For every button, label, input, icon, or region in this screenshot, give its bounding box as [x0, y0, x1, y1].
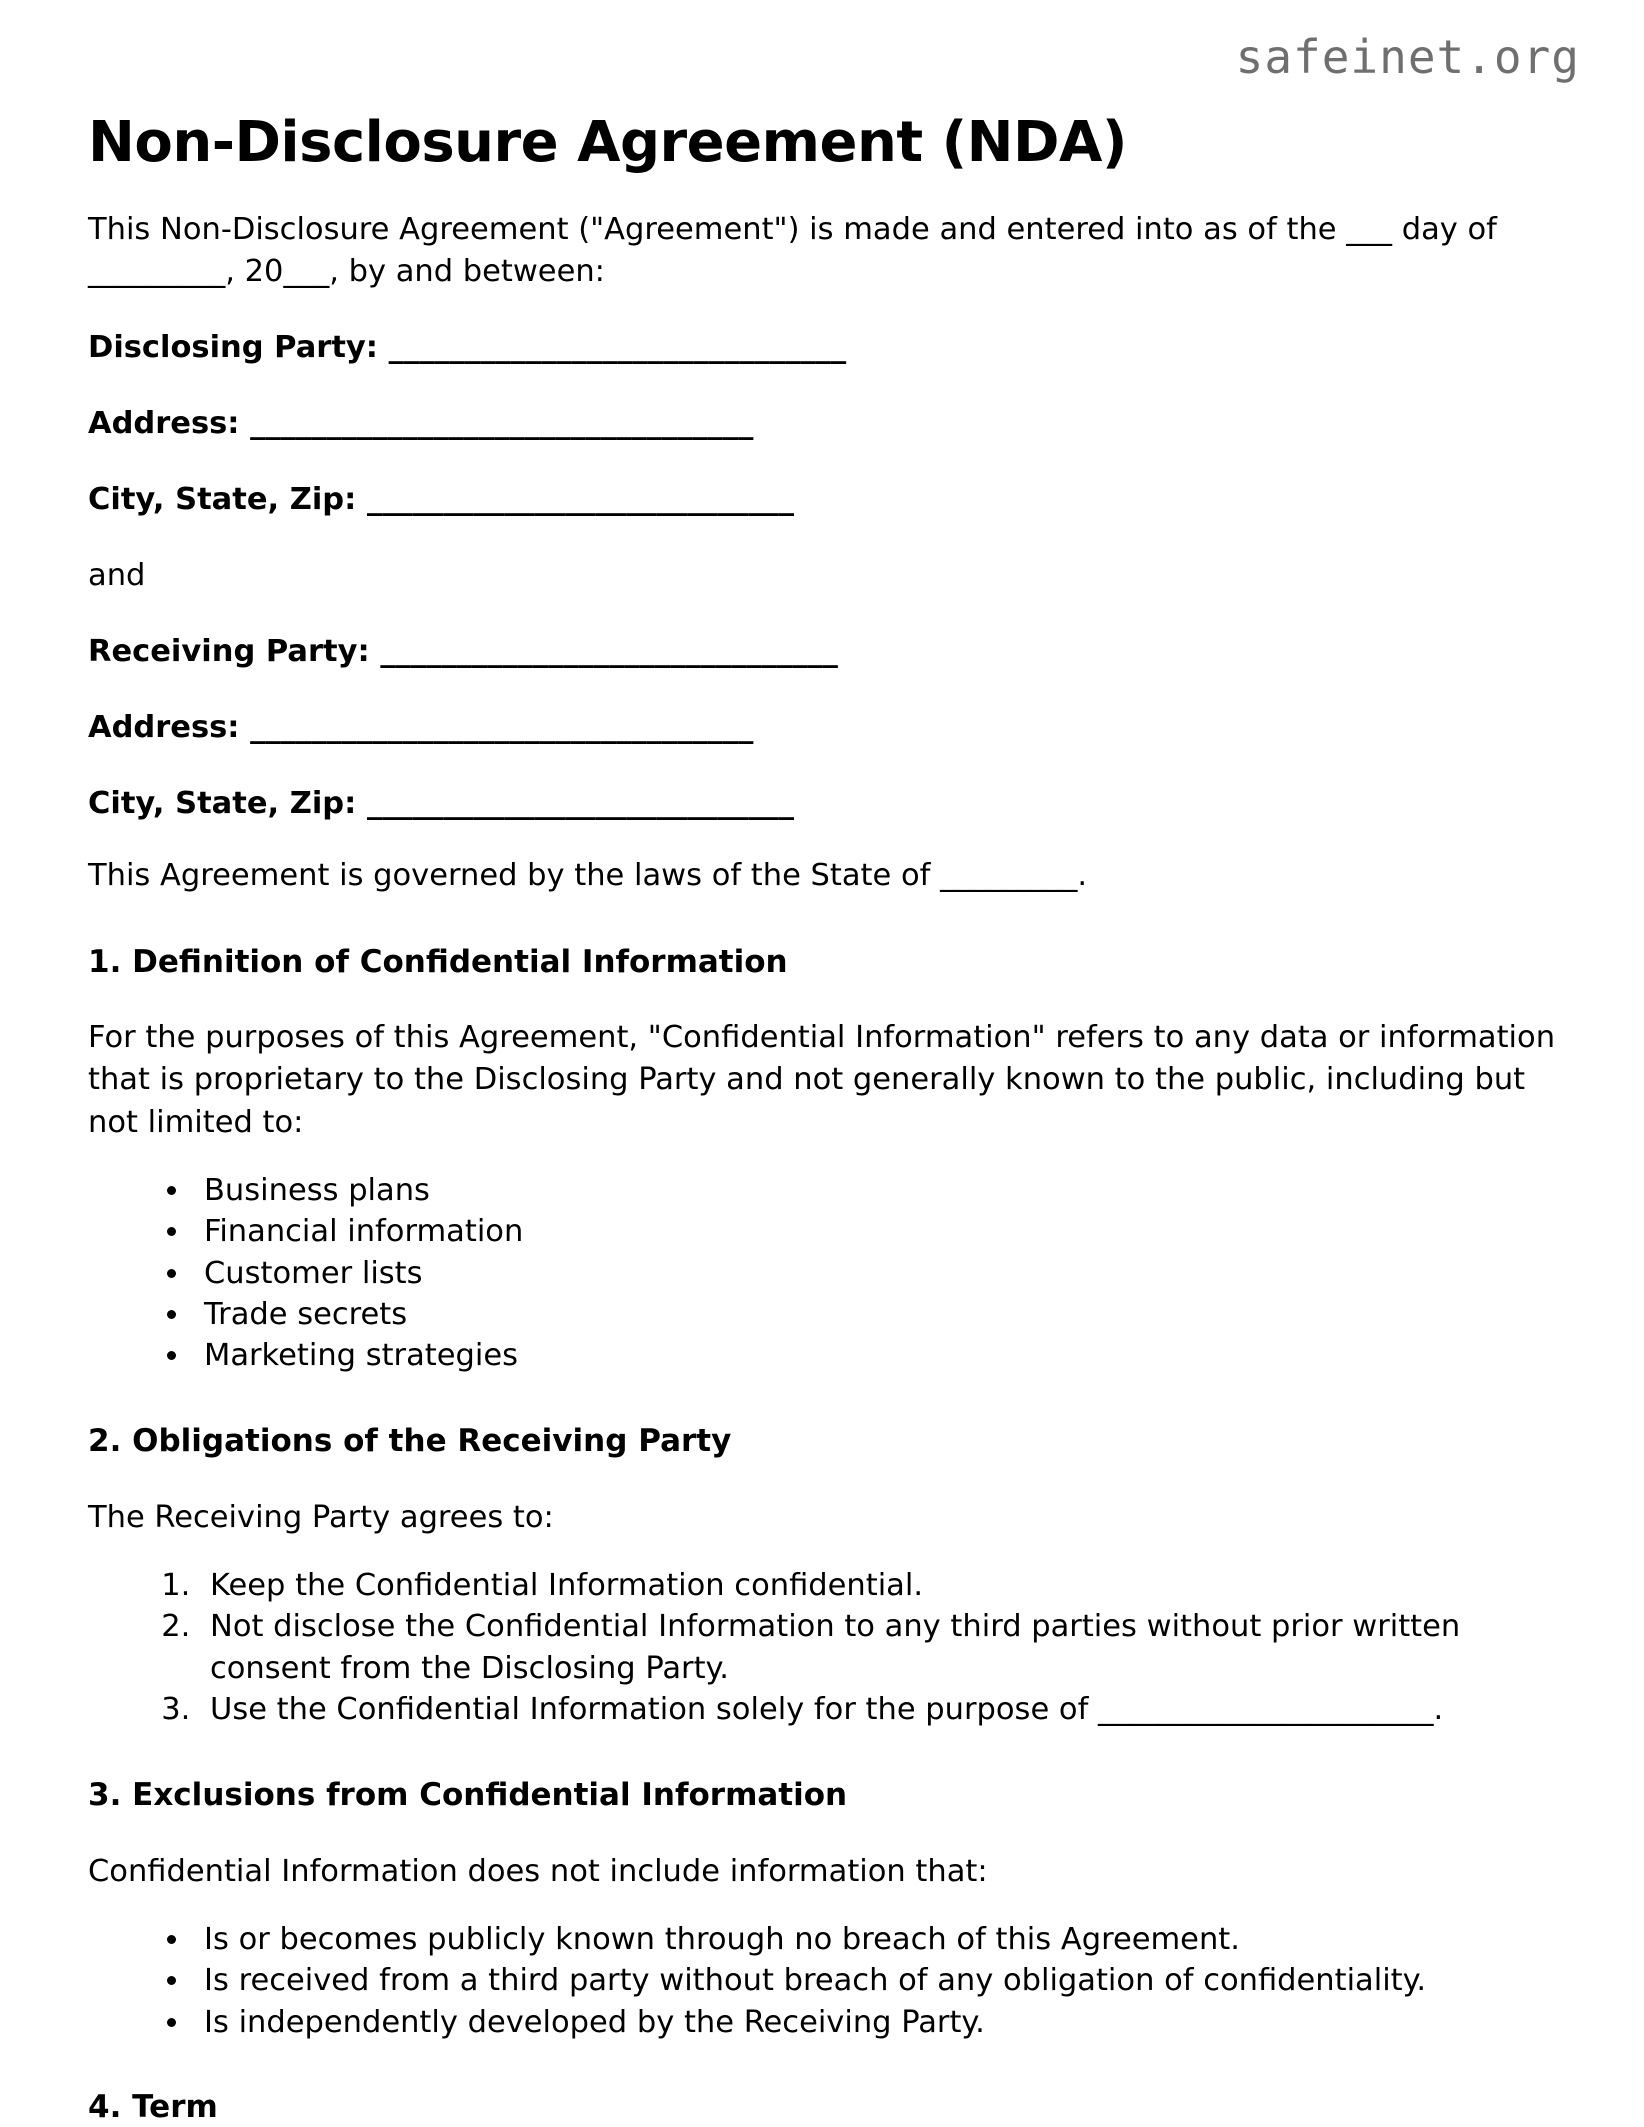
section-heading-obligations: 2. Obligations of the Receiving Party: [88, 1422, 732, 1459]
receiving-party-address-blank[interactable]: _________________________________: [239, 710, 754, 746]
disclosing-party-address-blank[interactable]: _________________________________: [239, 405, 754, 441]
list-item: • Marketing strategies: [192, 1335, 1556, 1376]
list-item: 2. Not disclose the Confidential Information to any third parties without prior written consent from the Disclosing Party.: [200, 1606, 1556, 1689]
governing-law-paragraph: This Agreement is governed by the laws of the State of _________.: [88, 858, 1088, 894]
receiving-party-citystatezip-label: City, State, Zip:: [88, 786, 357, 822]
receiving-party-address-label: Address:: [88, 710, 240, 746]
section-heading-term: 4. Term: [88, 2089, 218, 2126]
obligations-list: [88, 1539, 1556, 1731]
list-item: • Business plans: [192, 1170, 1556, 1211]
list-item: • Is or becomes publicly known through no breach of this Agreement.: [192, 1919, 1556, 1960]
page-title: Non-Disclosure Agreement (NDA): [88, 110, 1127, 175]
list-item: • Customer lists: [192, 1253, 1556, 1294]
site-watermark: safeinet.org: [1235, 30, 1580, 84]
disclosing-party-name-blank[interactable]: ______________________________: [378, 329, 847, 365]
section-heading-exclusions: 3. Exclusions from Confidential Information: [88, 1776, 848, 1813]
disclosing-party-name-field: [88, 293, 1556, 369]
receiving-party-citystatezip-blank[interactable]: ____________________________: [356, 786, 794, 822]
section-body-definition: For the purposes of this Agreement, "Confidential Information" refers to any data or information that is proprietary to the Disclosing Party and not generally known to the public, including but not limited to:: [88, 1020, 1556, 1140]
section-heading-definition: 1. Definition of Confidential Information: [88, 943, 788, 980]
section-body-obligations: The Receiving Party agrees to:: [88, 1499, 554, 1535]
intro-paragraph: This Non-Disclosure Agreement ("Agreement") is made and entered into as of the ___ day of _________, 20___, by and between:: [88, 211, 1497, 289]
disclosing-party-address-label: Address:: [88, 405, 240, 441]
receiving-party-address-field: [88, 673, 1556, 749]
exclusions-list: [88, 1893, 1556, 2043]
disclosing-party-name-label: Disclosing Party:: [88, 329, 379, 365]
document-body: [88, 0, 1556, 2127]
disclosing-party-citystatezip-blank[interactable]: ____________________________: [356, 482, 794, 518]
receiving-party-citystatezip-field: [88, 749, 1556, 825]
disclosing-party-citystatezip-field: [88, 445, 1556, 521]
disclosing-party-address-field: [88, 369, 1556, 445]
list-item: • Financial information: [192, 1211, 1556, 1252]
list-item: • Is independently developed by the Receiving Party.: [192, 2002, 1556, 2043]
list-item: 1. Keep the Confidential Information confidential.: [200, 1565, 1556, 1606]
receiving-party-name-blank[interactable]: ______________________________: [369, 634, 838, 670]
receiving-party-name-field: [88, 597, 1556, 673]
list-item: • Trade secrets: [192, 1294, 1556, 1335]
receiving-party-name-label: Receiving Party:: [88, 634, 370, 670]
parties-conjunction: and: [88, 558, 146, 594]
list-item: • Is received from a third party without breach of any obligation of confidentiality.: [192, 1960, 1556, 2001]
list-item: 3. Use the Confidential Information solely for the purpose of ______________________.: [200, 1689, 1556, 1730]
disclosing-party-citystatezip-label: City, State, Zip:: [88, 482, 357, 518]
confidential-information-list: [88, 1144, 1556, 1377]
section-body-exclusions: Confidential Information does not include information that:: [88, 1853, 988, 1889]
